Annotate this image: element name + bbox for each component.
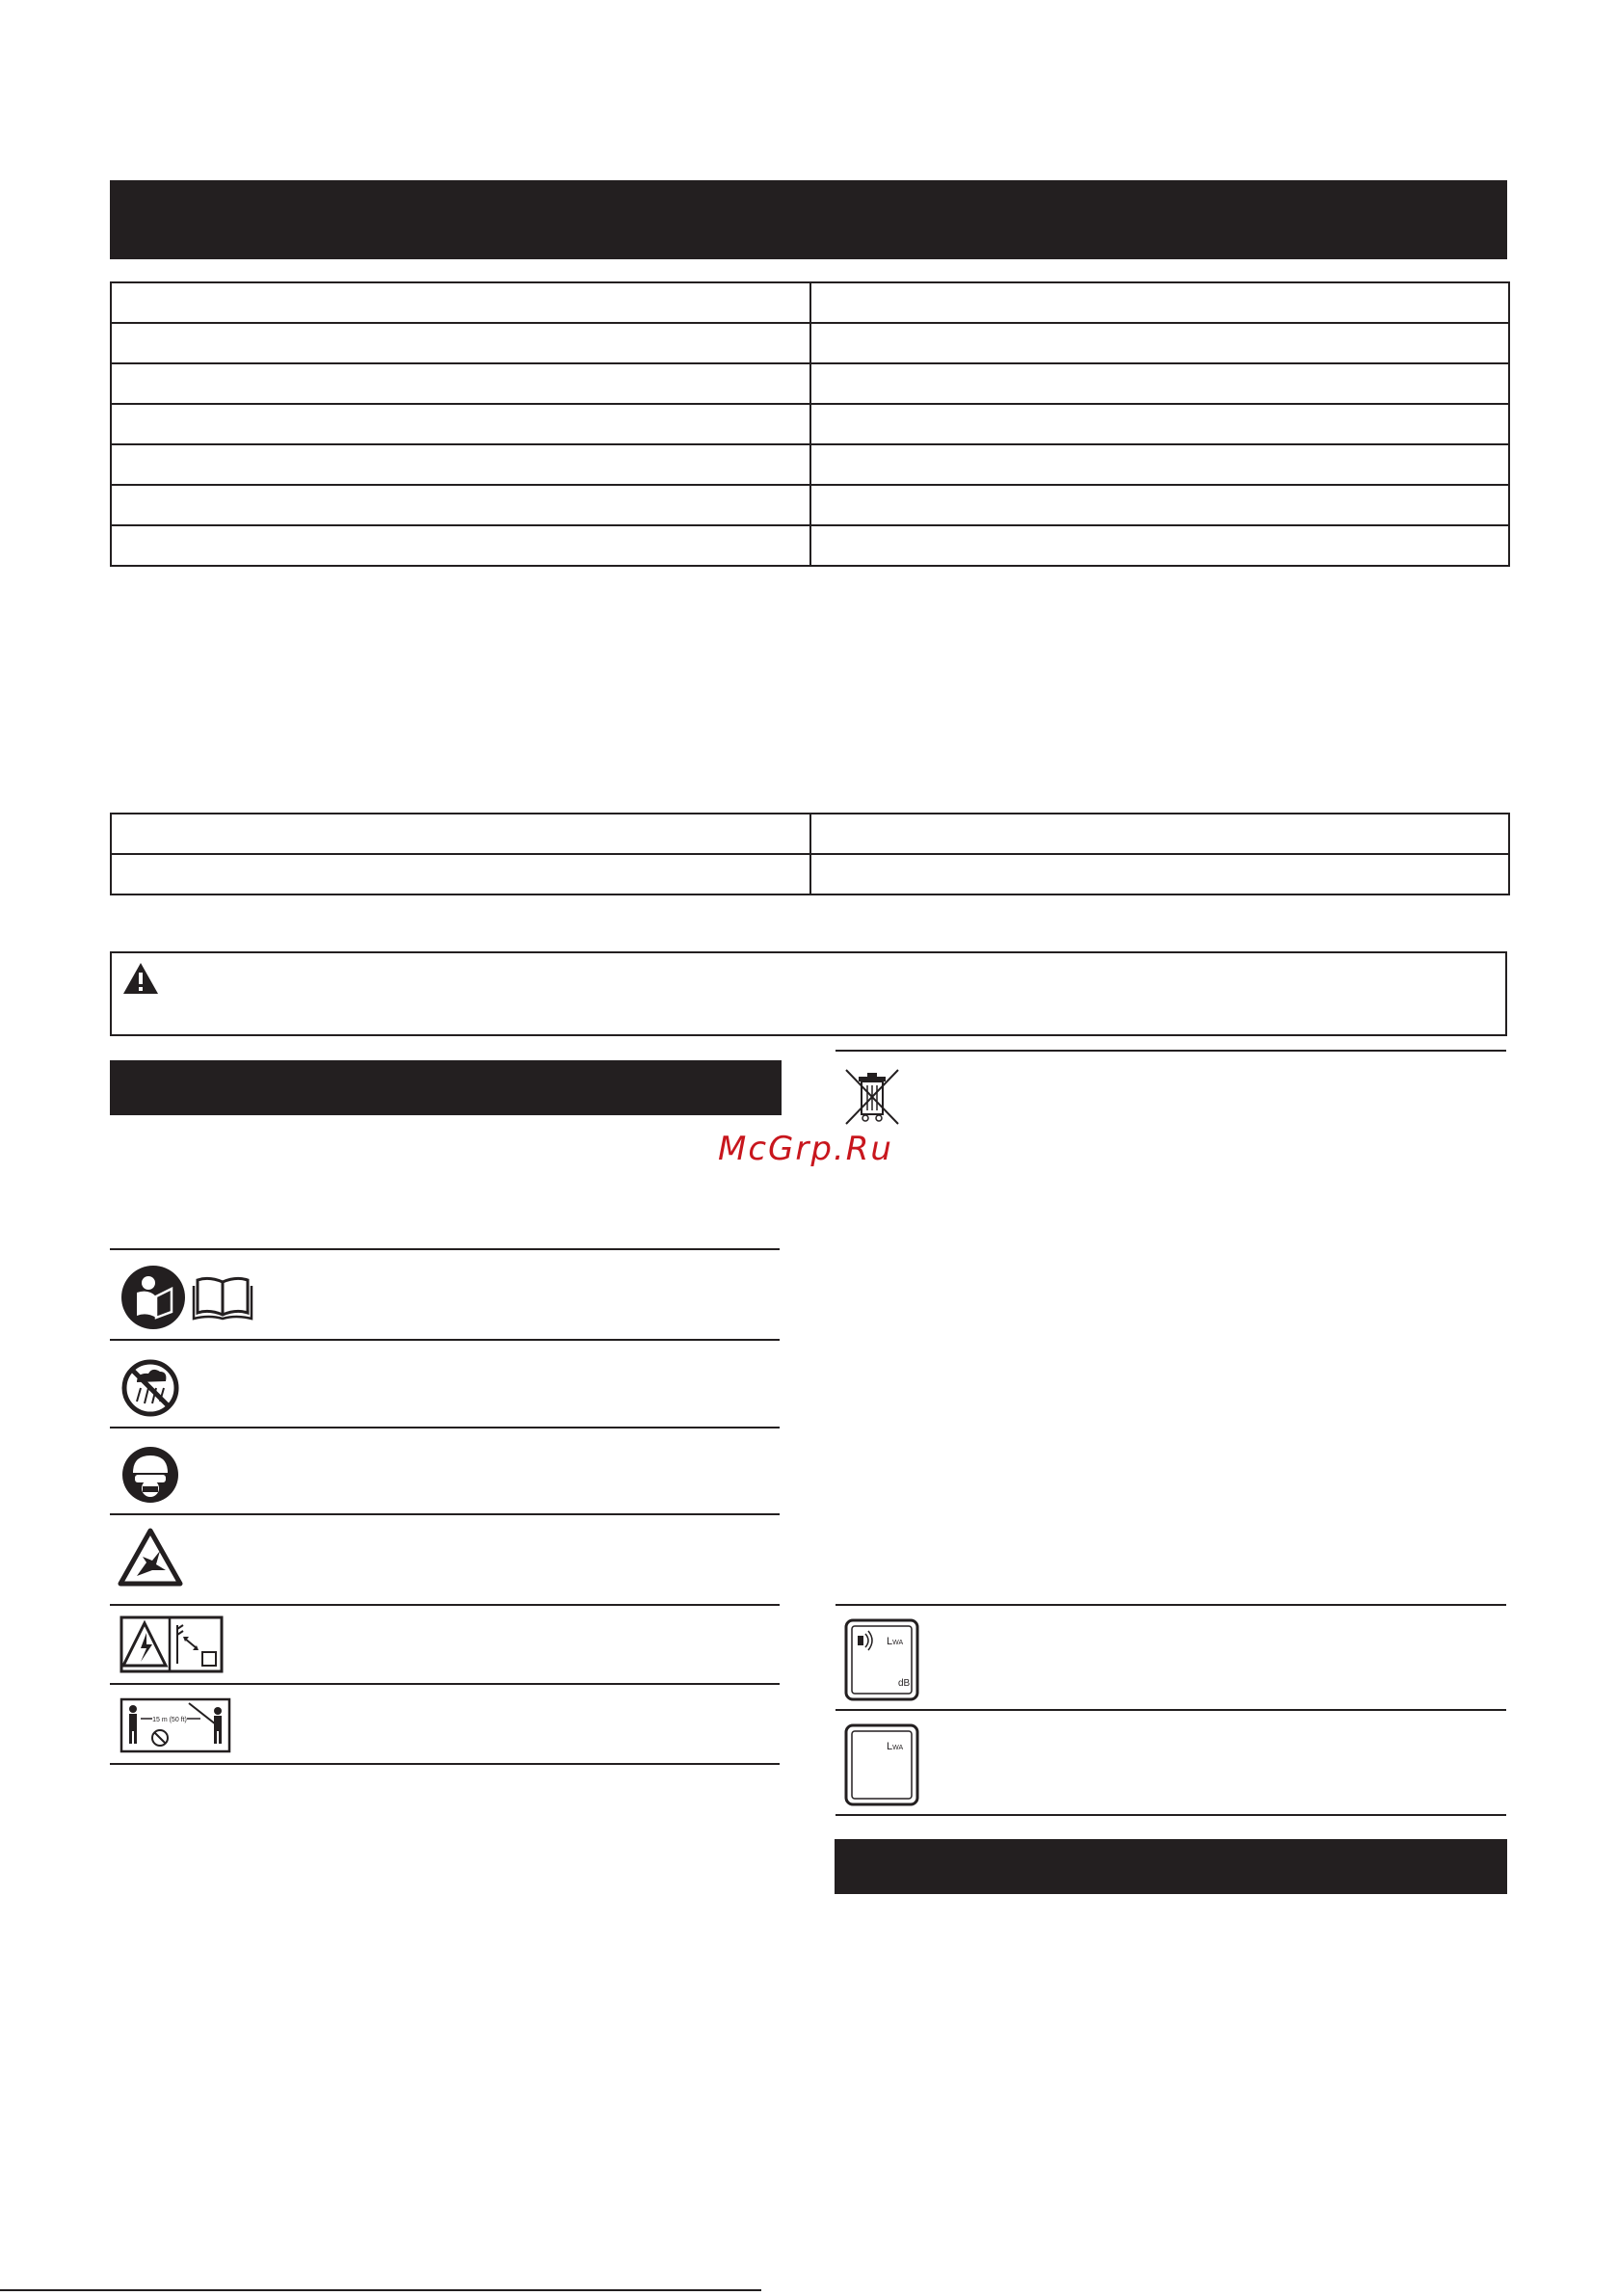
footer-rule [0,2289,761,2291]
cutting-hazard-icon [118,1528,183,1588]
distance-label: 15 m (50 ft) [152,1717,187,1723]
symbols-header-bar [110,1060,782,1115]
divider [836,1050,1506,1052]
watermark: McGrp.Ru [718,1130,893,1168]
read-manual-icon [119,1264,187,1331]
electrocution-hazard-icon [119,1615,224,1673]
table-row [111,854,1509,894]
divider [110,1513,780,1515]
specifications-header-bar [110,180,1507,259]
book-icon [192,1274,253,1321]
lwa-label: LWA [887,1636,904,1647]
keep-distance-icon [119,1697,231,1753]
table-row [111,485,1509,525]
noise-table [110,813,1510,895]
divider [110,1683,780,1685]
helmet-goggles-icon [121,1446,179,1504]
divider [110,1339,780,1341]
divider [836,1604,1506,1606]
divider [110,1427,780,1428]
divider [836,1709,1506,1711]
no-rain-icon [121,1359,179,1417]
table-row [111,363,1509,404]
divider [110,1604,780,1606]
sound-power-blank-icon [844,1723,919,1806]
table-row [111,444,1509,485]
divider [836,1814,1506,1816]
divider [110,1763,780,1765]
divider [110,1248,780,1250]
table-row [111,323,1509,363]
warning-box [110,951,1507,1036]
table-row [111,404,1509,444]
environment-header-bar [835,1839,1507,1894]
warning-triangle-icon [121,961,160,996]
specifications-table [110,281,1510,567]
db-label: dB [898,1678,911,1689]
table-row [111,525,1509,566]
table-row [111,814,1509,854]
weee-bin-icon [842,1066,902,1128]
lwa-label: LWA [887,1741,904,1752]
sound-power-level-icon [844,1618,919,1701]
table-row [111,282,1509,323]
